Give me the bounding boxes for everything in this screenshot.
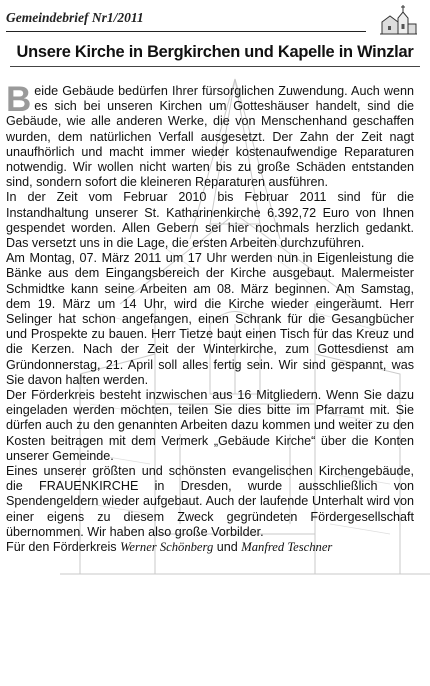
signature-and: und <box>216 540 238 555</box>
signature-name-2: Manfred Teschner <box>241 540 333 555</box>
signature-line <box>6 540 414 555</box>
signature-prefix: Für den Förderkreis <box>6 540 117 555</box>
signature-name-1: Werner Schönberg <box>120 540 214 555</box>
header-divider <box>6 31 366 32</box>
newsletter-title: Gemeindebrief Nr1/2011 <box>6 10 144 25</box>
church-icon <box>378 4 418 36</box>
headline-divider <box>10 66 420 67</box>
article-body <box>6 80 414 555</box>
article-headline: Unsere Kirche in Bergkirchen und Kapelle in Winzlar <box>16 43 414 61</box>
page-header <box>6 4 424 36</box>
paragraph-4: Der Förderkreis besteht inzwischen aus 16 Mitgliedern. Wenn Sie dazu eingeladen werden möchten, teilen Sie dies bitte im Pfarramt mit. Sie dürfen auch zu den genannten Arbeiten dazu kommen und weiter zu den Kosten beitragen mit dem Vermerk „Gebäude Kirche“ über die Konten unserer Gemeinde. <box>6 388 414 463</box>
paragraph-1 <box>6 80 414 190</box>
paragraph-2: In der Zeit vom Februar 2010 bis Februar 2011 sind für die Instandhaltung unserer St. Katharinenkirche 6.392,72 Euro von Ihnen gespendet worden. Allen Gebern sei hier nochmals herzlich gedankt. Das versetzt uns in die Lage, die ersten Arbeiten durchzuführen. <box>6 190 414 251</box>
paragraph-3: Am Montag, 07. März 2011 um 17 Uhr werden nun in Eigenleistung die Bänke aus dem Eingangsbereich der Kirche ausgebaut. Malermeister Schmidtke kann seine Arbeiten am 08. März beginnen. Am Samstag, dem 19. März um 14 Uhr, wird die Kirche wieder eingeräumt. Herr Selinger hat schon angefangen, einen Schrank für die Gesangbücher und Prospekte zu bauen. Herr Tietze baut einen Tisch für das Kreuz und die Kerzen. Nach der Zeit der Winterkirche, zum Gottesdienst am Gründonnerstag, 21. April soll alles fertig sein. Wir sind gespannt, was Sie davon halten werden. <box>6 251 414 387</box>
paragraph-5: Eines unserer größten und schönsten evangelischen Kirchengebäude, die FRAUENKIRCHE in Dresden, wurde ausschließlich von Spendengeldern wieder aufgebaut. Auch der laufende Unterhalt wird von einer eigens zu diesem Zweck gegründeten Fördergesellschaft übernommen. Wir haben also große Vorbilder. <box>6 464 414 539</box>
paragraph-1-text: eide Gebäude bedürfen Ihrer fürsorglichen Zuwendung. Auch wenn es sich bei unseren Kirchen um Gotteshäuser handelt, sind die Gebäude, wie alle anderen Werke, die von Menschenhand geschaffen wurden, dem natürlichen Verfall ausgesetzt. Der Zahn der Zeit nagt unaufhörlich und macht immer wieder kostenaufwendige Reparaturen notwendig. Wir wollen nicht warten bis zu große Schäden entstanden sind, sondern sofort die kleineren Reparaturen ausführen. <box>6 84 414 190</box>
drop-cap: B <box>6 80 32 119</box>
